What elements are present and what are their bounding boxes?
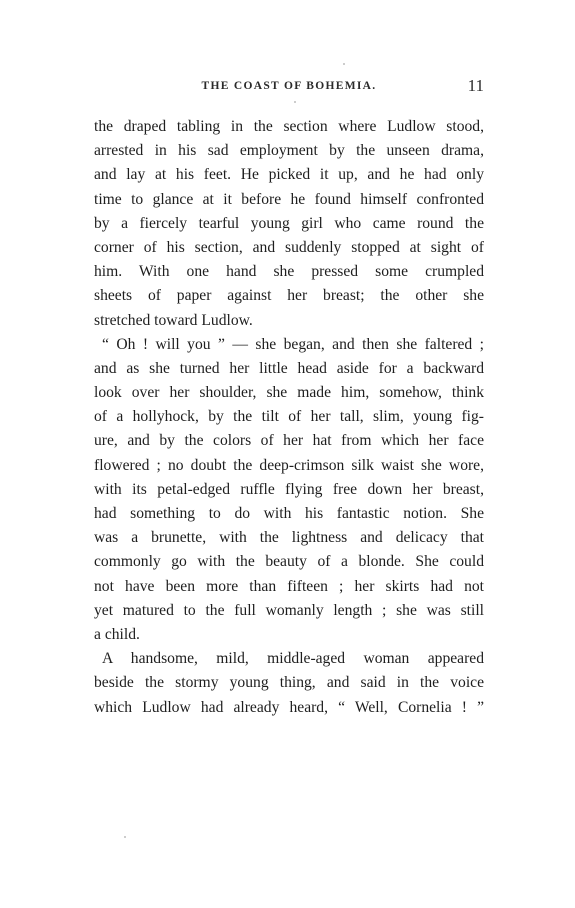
text-line: the draped tabling in the section where Ludlow stood, <box>94 118 484 135</box>
running-title: THE COAST OF BOHEMIA. <box>201 80 377 92</box>
text-line: which Ludlow had already heard, “ Well, Cornelia ! ” <box>94 698 484 716</box>
text-line: yet matured to the full womanly length ; she was still <box>94 601 484 619</box>
body-text <box>94 115 484 720</box>
page-number: 11 <box>467 76 484 95</box>
text-line: arrested in his sad employment by the unseen drama, <box>94 142 484 160</box>
text-line: “ Oh ! will you ” — she began, and then she faltered ; <box>102 335 484 353</box>
text-line: and as she turned her little head aside for a backward <box>94 359 484 377</box>
text-line: was a brunette, with the lightness and delicacy that <box>94 529 484 547</box>
text-line: stretched toward Ludlow. <box>94 311 253 329</box>
text-line: A handsome, mild, middle-aged woman appeared <box>102 650 484 668</box>
text-line: sheets of paper against her breast; the other she <box>94 287 484 305</box>
page-header <box>94 76 484 100</box>
text-line: and lay at his feet. He picked it up, and he had only <box>94 166 484 184</box>
text-line: a child. <box>94 625 140 643</box>
text-line: ure, and by the colors of her hat from which her face <box>94 432 484 450</box>
text-line: with its petal-edged ruffle flying free down her breast, <box>94 480 484 498</box>
paper-speck <box>343 63 345 65</box>
text-line: time to glance at it before he found himself confronted <box>94 190 484 208</box>
text-line: corner of his section, and suddenly stopped at sight of <box>94 238 484 256</box>
text-line: flowered ; no doubt the deep-crimson silk waist she wore, <box>94 456 484 474</box>
text-line: him. With one hand she pressed some crumpled <box>94 263 484 281</box>
text-line: by a fiercely tearful young girl who came round the <box>94 214 484 232</box>
text-line: had something to do with his fantastic notion. She <box>94 505 484 522</box>
text-line: look over her shoulder, she made him, somehow, think <box>94 384 484 402</box>
text-line: beside the stormy young thing, and said in the voice <box>94 674 484 692</box>
text-line: commonly go with the beauty of a blonde. She could <box>94 553 484 571</box>
paper-speck <box>124 836 126 838</box>
text-line: not have been more than fifteen ; her skirts had not <box>94 577 484 595</box>
text-line: of a hollyhock, by the tilt of her tall, slim, young fig- <box>94 408 484 426</box>
paper-speck <box>294 101 296 103</box>
